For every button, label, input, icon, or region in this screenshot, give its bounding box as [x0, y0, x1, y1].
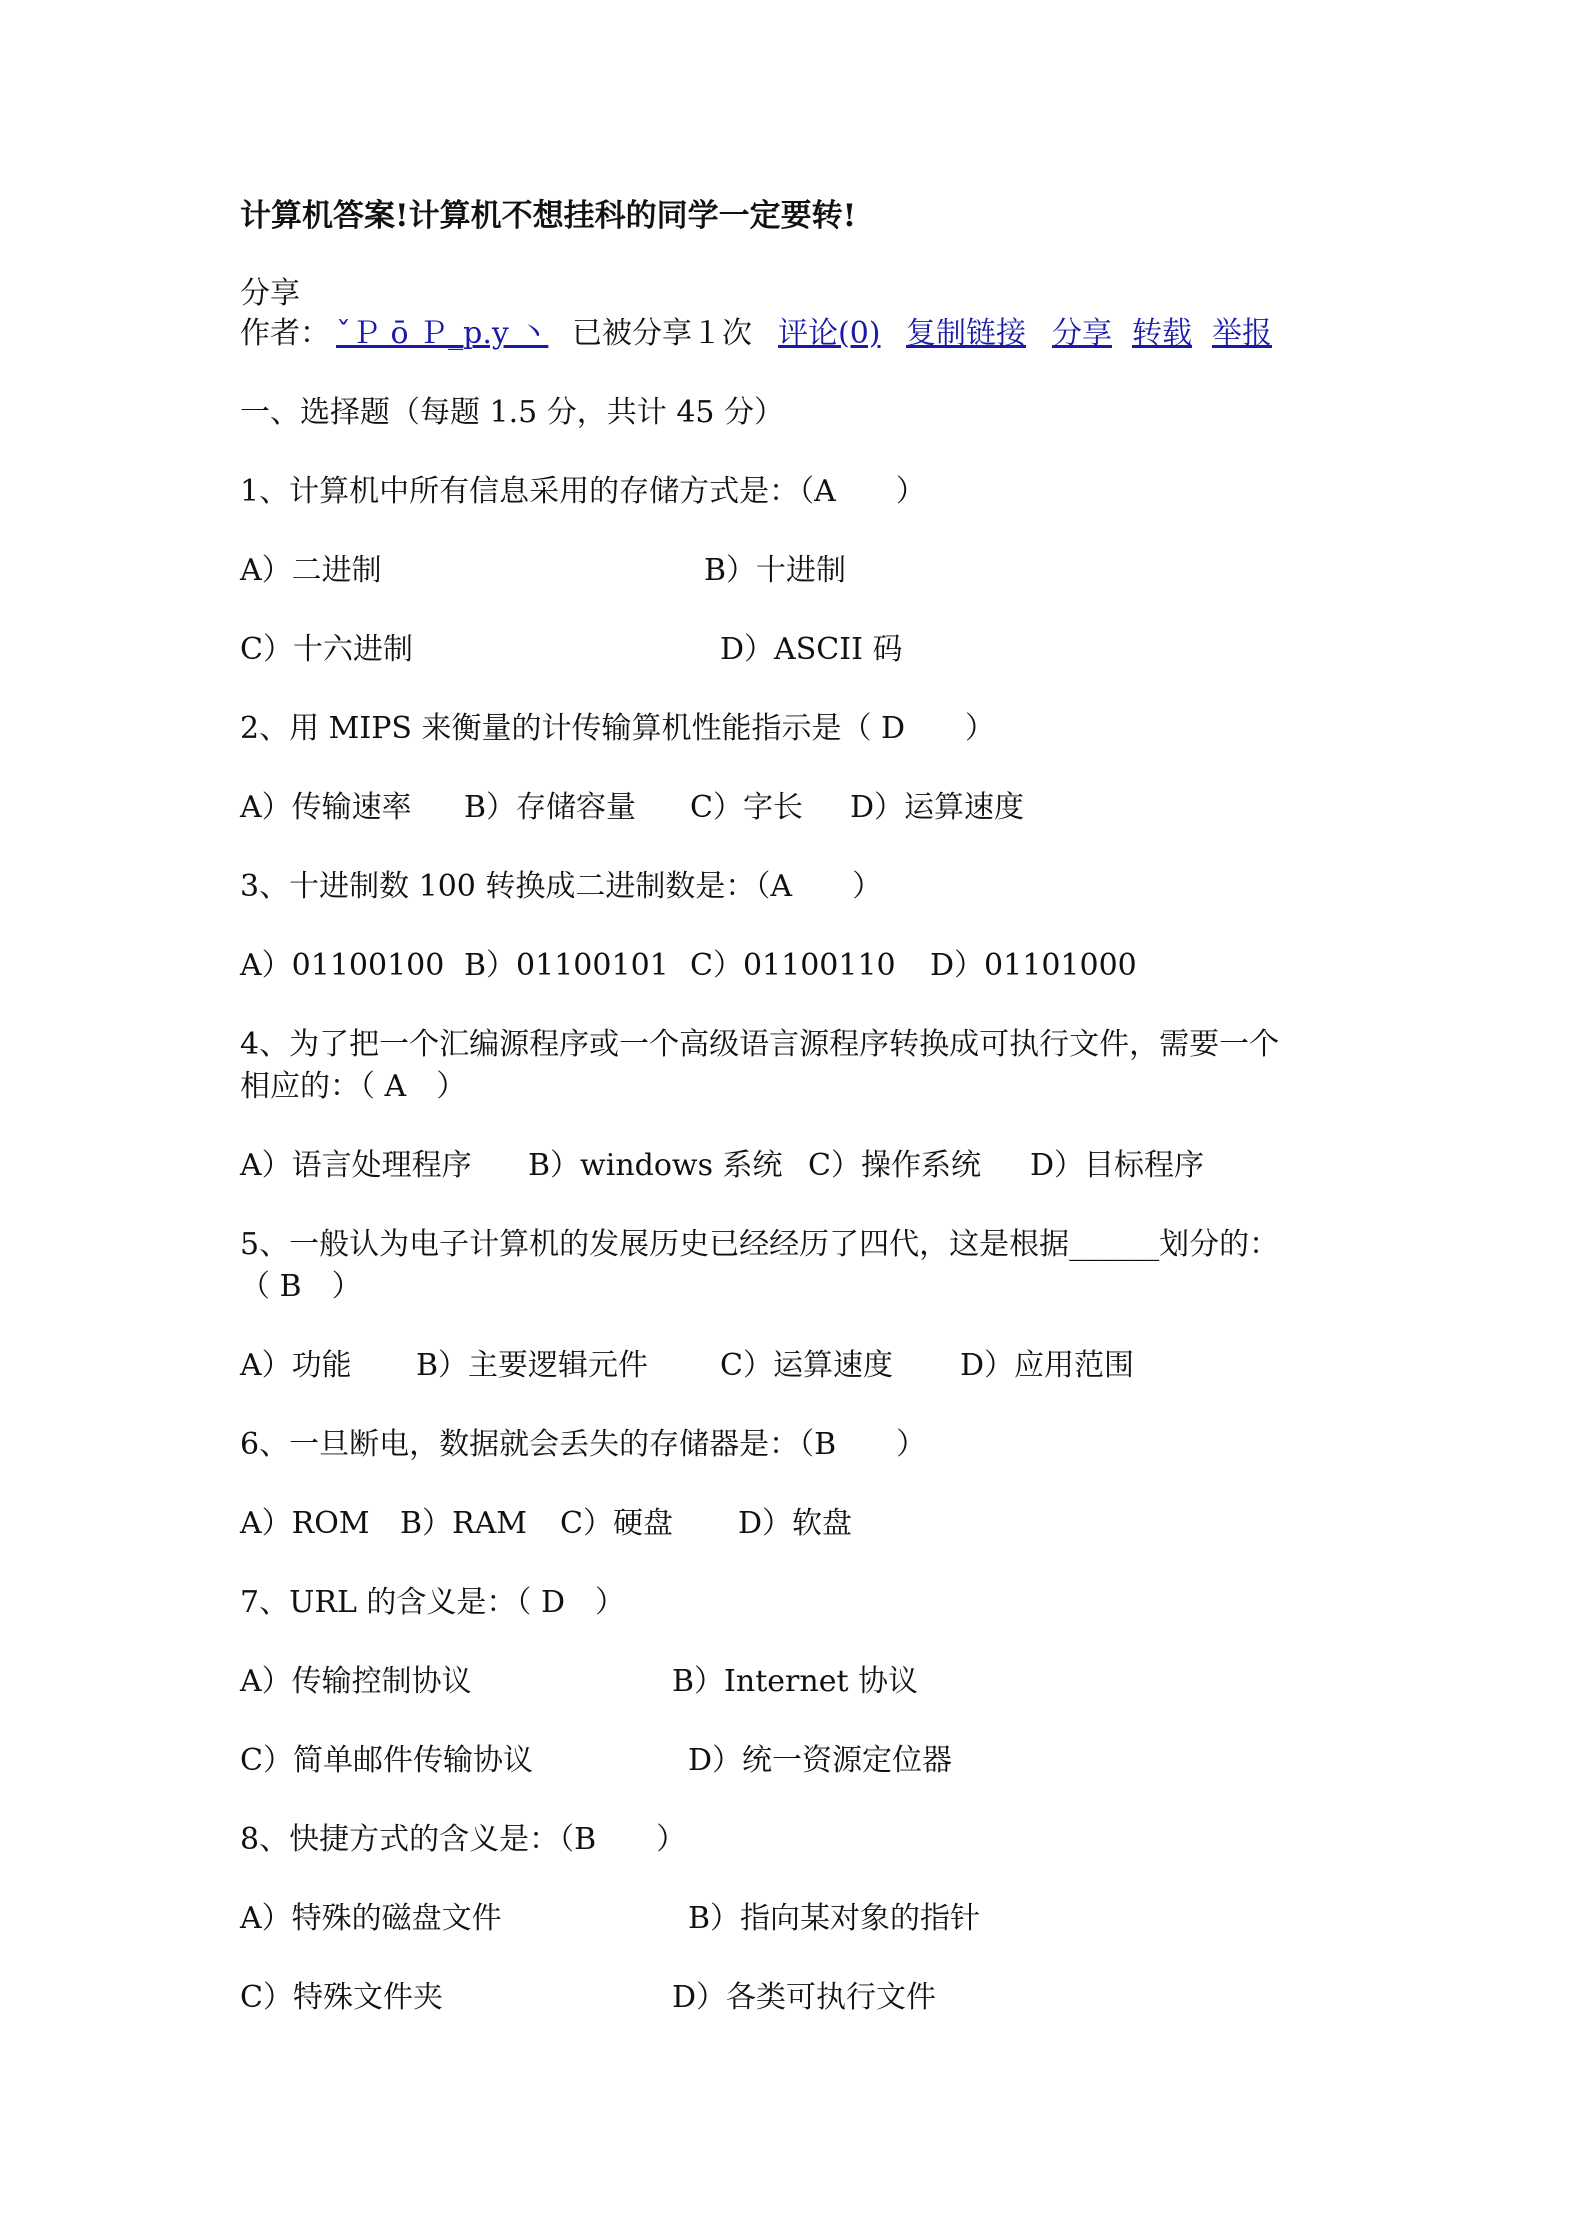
q7-option-b: B）Internet 协议 — [672, 1664, 919, 1699]
q3-option-c: C）01100110 — [690, 948, 896, 983]
copy-link-link[interactable]: 复制链接 — [906, 316, 1026, 351]
q4-option-d: D）目标程序 — [1030, 1148, 1205, 1183]
q6-option-b: B）RAM — [400, 1506, 528, 1541]
question-2: 2、用 MIPS 来衡量的计传输算机性能指示是（ D ） — [240, 711, 996, 746]
author-link[interactable]: ˇＰ ō Ｐ_p.y 丶 — [336, 316, 549, 351]
q8-option-b: B）指向某对象的指针 — [688, 1901, 981, 1936]
question-5: 5、一般认为电子计算机的发展历史已经经历了四代，这是根据______划分的： — [240, 1227, 1280, 1262]
section-heading: 一、选择题（每题 1.5 分，共计 45 分） — [240, 395, 785, 430]
q5-option-b: B）主要逻辑元件 — [416, 1348, 649, 1383]
q7-option-d: D）统一资源定位器 — [688, 1743, 953, 1778]
shared-count: 已被分享１次 — [572, 316, 752, 351]
question-5-cont: （ B ） — [240, 1269, 362, 1304]
repost-link[interactable]: 转载 — [1132, 316, 1192, 351]
question-6: 6、一旦断电，数据就会丢失的存储器是：（B ） — [240, 1427, 927, 1462]
q4-option-b: B）windows 系统 — [528, 1148, 783, 1183]
q7-option-c: C）简单邮件传输协议 — [240, 1743, 533, 1778]
q4-option-a: A）语言处理程序 — [240, 1148, 472, 1183]
q6-option-d: D）软盘 — [738, 1506, 853, 1541]
question-4: 4、为了把一个汇编源程序或一个高级语言源程序转换成可执行文件，需要一个 — [240, 1027, 1280, 1062]
q8-option-a: A）特殊的磁盘文件 — [240, 1901, 502, 1936]
q3-option-b: B）01100101 — [464, 948, 669, 983]
q8-option-c: C）特殊文件夹 — [240, 1980, 443, 2015]
q1-option-d: D）ASCII 码 — [720, 632, 903, 667]
q6-option-a: A）ROM — [240, 1506, 370, 1541]
question-4-cont: 相应的：（ A ） — [240, 1069, 467, 1104]
q5-option-a: A）功能 — [240, 1348, 352, 1383]
q5-option-c: C）运算速度 — [720, 1348, 893, 1383]
author-prefix: 作者： — [240, 316, 330, 351]
q1-option-a: A）二进制 — [240, 553, 382, 588]
q5-option-d: D）应用范围 — [960, 1348, 1135, 1383]
q6-option-c: C）硬盘 — [560, 1506, 673, 1541]
q2-option-d: D）运算速度 — [850, 790, 1025, 825]
share-link[interactable]: 分享 — [1052, 316, 1112, 351]
question-8: 8、快捷方式的含义是：（B ） — [240, 1822, 687, 1857]
q8-option-d: D）各类可执行文件 — [672, 1980, 937, 2015]
q2-option-a: A）传输速率 — [240, 790, 412, 825]
q1-option-c: C）十六进制 — [240, 632, 413, 667]
share-label: 分享 — [240, 276, 300, 311]
question-1: 1、计算机中所有信息采用的存储方式是：（A ） — [240, 474, 926, 509]
page-title: 计算机答案!计算机不想挂科的同学一定要转! — [240, 198, 857, 234]
comment-link[interactable]: 评论(0) — [778, 316, 881, 351]
report-link[interactable]: 举报 — [1212, 316, 1272, 351]
q1-option-b: B）十进制 — [704, 553, 847, 588]
question-3: 3、十进制数 100 转换成二进制数是：（A ） — [240, 869, 883, 904]
q7-option-a: A）传输控制协议 — [240, 1664, 472, 1699]
q2-option-c: C）字长 — [690, 790, 803, 825]
q2-option-b: B）存储容量 — [464, 790, 637, 825]
question-7: 7、URL 的含义是：（ D ） — [240, 1585, 626, 1620]
q3-option-a: A）01100100 — [240, 948, 445, 983]
q3-option-d: D）01101000 — [930, 948, 1137, 983]
q4-option-c: C）操作系统 — [808, 1148, 981, 1183]
